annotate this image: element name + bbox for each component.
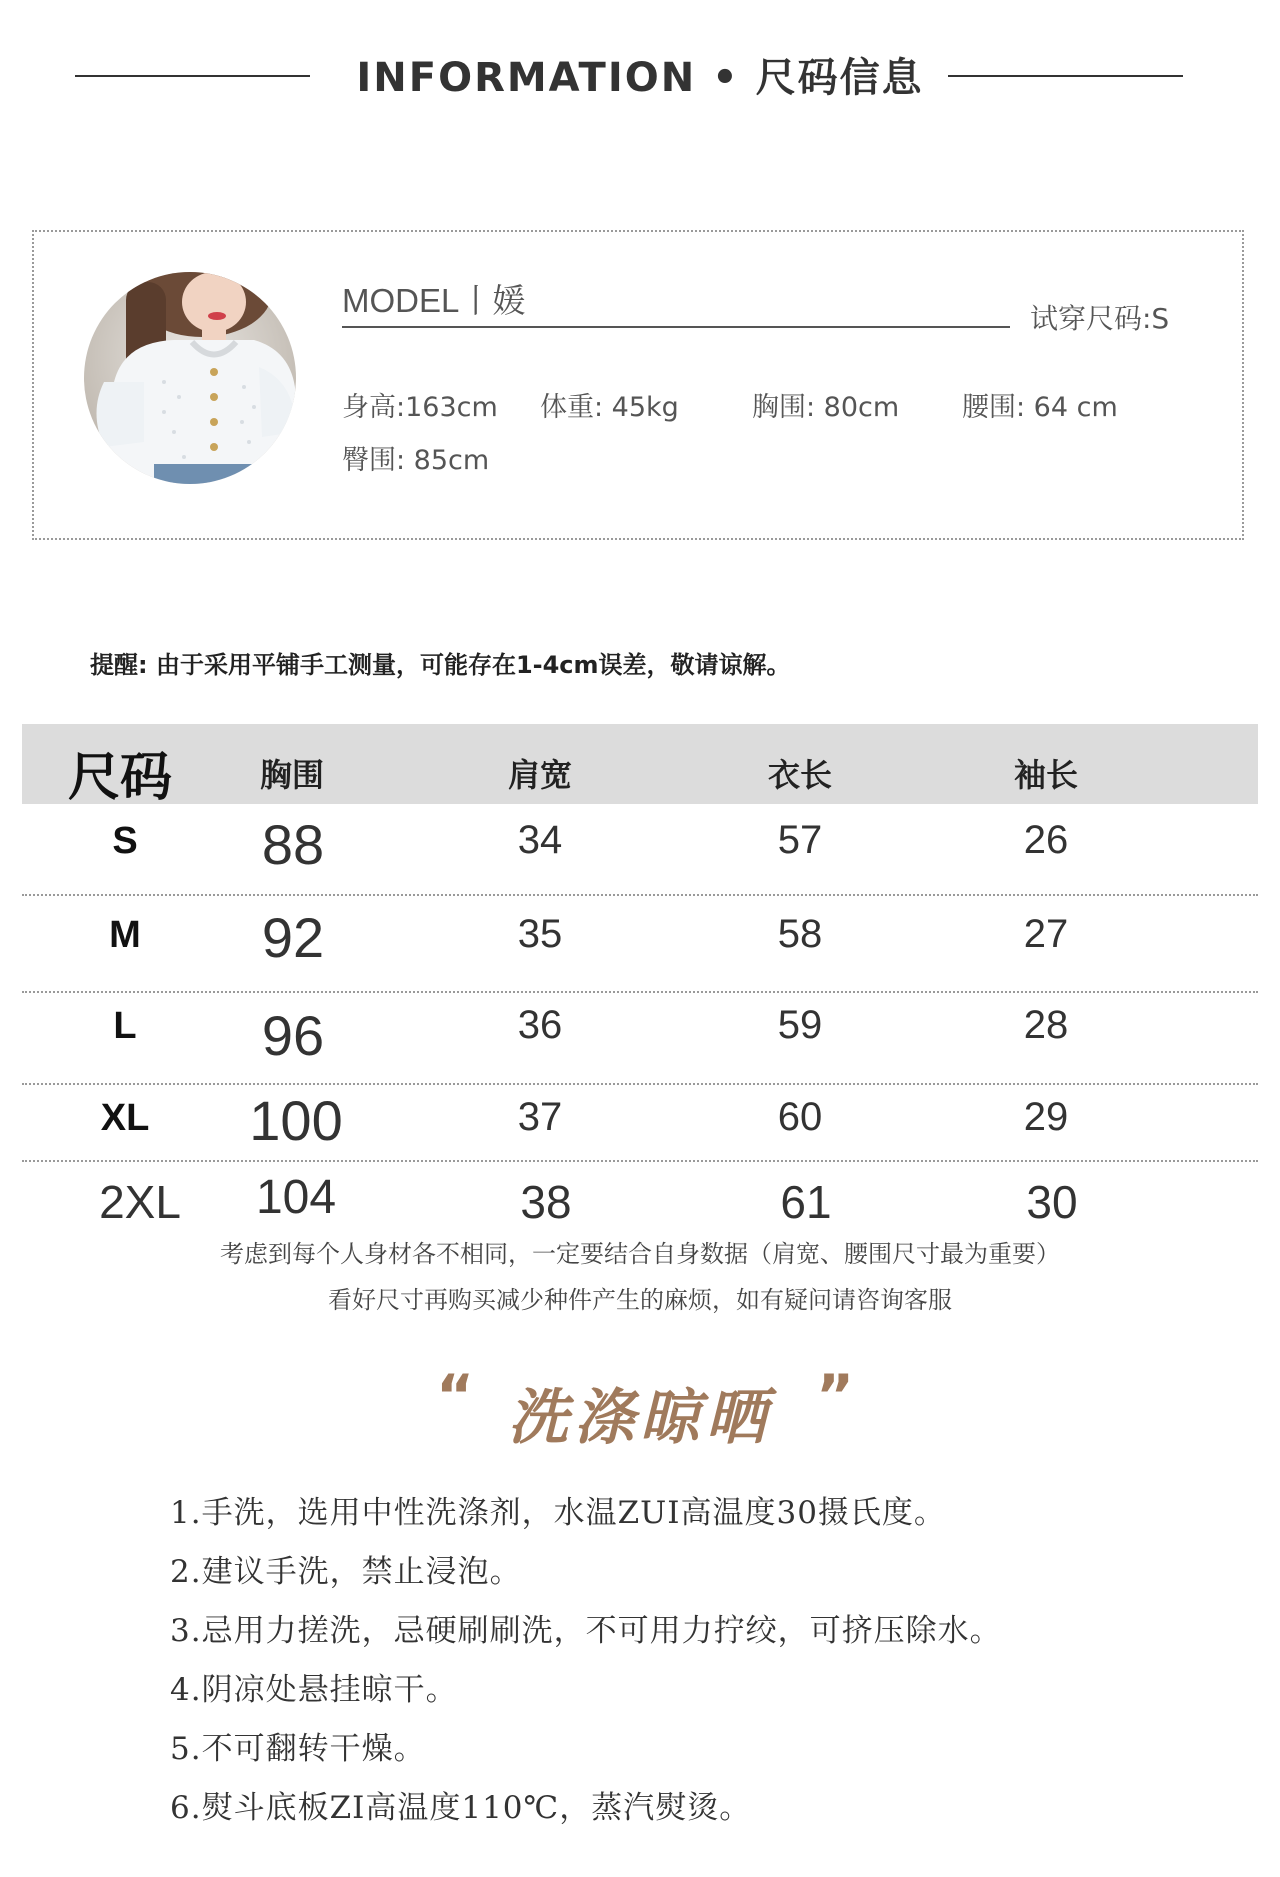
table-cell-chest: 104 xyxy=(255,1171,337,1224)
table-cell-shoulder: 37 xyxy=(517,1095,563,1139)
table-cell-sleeve: 29 xyxy=(1023,1095,1069,1139)
trial-size: 试穿尺码:S xyxy=(1030,302,1170,335)
row-separator xyxy=(22,894,1258,896)
table-cell-length: 58 xyxy=(777,912,823,956)
table-cell-size: XL xyxy=(100,1097,150,1139)
row-separator xyxy=(22,1160,1258,1162)
table-cell-shoulder: 35 xyxy=(517,912,563,956)
table-cell-chest: 96 xyxy=(261,1004,325,1067)
washing-instruction: 4.阴凉处悬挂晾干。 xyxy=(170,1672,458,1708)
size-note: 考虑到每个人身材各不相同，一定要结合自身数据（肩宽、腰围尺寸最为重要） xyxy=(220,1240,1060,1268)
washing-instruction: 5.不可翻转干燥。 xyxy=(170,1731,426,1767)
model-avatar xyxy=(84,272,296,484)
open-quote: “ xyxy=(436,1362,475,1430)
header-length: 衣长 xyxy=(767,756,833,794)
table-cell-shoulder: 34 xyxy=(517,818,563,862)
table-cell-sleeve: 28 xyxy=(1023,1003,1069,1047)
table-cell-size: S xyxy=(112,820,138,862)
model-name-label: MODEL丨媛 xyxy=(342,282,526,319)
header-size: 尺码 xyxy=(68,748,173,808)
washing-instruction: 2.建议手洗，禁止浸泡。 xyxy=(170,1554,522,1590)
table-cell-length: 59 xyxy=(777,1003,823,1047)
washing-instruction: 3.忌用力搓洗，忌硬刷刷洗，不可用力拧绞，可挤压除水。 xyxy=(170,1613,1002,1649)
header-chest: 胸围 xyxy=(259,756,325,794)
table-cell-chest: 88 xyxy=(261,813,325,876)
table-cell-length: 57 xyxy=(777,818,823,862)
washing-instruction: 1.手洗，选用中性洗涤剂，水温ZUI高温度30摄氏度。 xyxy=(170,1495,946,1531)
row-separator xyxy=(22,1083,1258,1085)
model-bust: 胸围: 80cm xyxy=(752,392,900,423)
table-cell-chest: 92 xyxy=(261,906,325,969)
table-cell-chest: 100 xyxy=(249,1089,343,1152)
header-shoulder: 肩宽 xyxy=(507,756,573,794)
washing-instruction: 6.熨斗底板ZI高温度110℃，蒸汽熨烫。 xyxy=(170,1790,752,1826)
table-cell-shoulder: 38 xyxy=(520,1176,572,1228)
measurement-reminder: 提醒: 由于采用平铺手工测量，可能存在1-4cm误差，敬请谅解。 xyxy=(90,651,791,679)
table-cell-size: M xyxy=(109,914,141,956)
table-cell-sleeve: 27 xyxy=(1023,912,1069,956)
model-waist: 腰围: 64 cm xyxy=(962,392,1118,423)
row-separator xyxy=(22,991,1258,993)
table-cell-size: L xyxy=(113,1005,137,1047)
table-cell-sleeve: 30 xyxy=(1026,1176,1078,1228)
close-quote: ” xyxy=(816,1362,855,1430)
table-cell-size: 2XL xyxy=(99,1176,181,1228)
model-underline xyxy=(342,326,1010,328)
washing-title: 洗涤晾晒 xyxy=(508,1383,772,1453)
header-sleeve: 袖长 xyxy=(1013,756,1079,794)
table-cell-shoulder: 36 xyxy=(517,1003,563,1047)
page-title: INFORMATION • 尺码信息 xyxy=(356,55,924,101)
model-height: 身高:163cm xyxy=(342,392,498,423)
table-cell-length: 60 xyxy=(777,1095,823,1139)
model-weight: 体重: 45kg xyxy=(540,392,679,423)
size-note: 看好尺寸再购买减少种件产生的麻烦，如有疑问请咨询客服 xyxy=(328,1286,952,1314)
model-hip: 臀围: 85cm xyxy=(342,445,490,476)
table-cell-length: 61 xyxy=(780,1176,832,1228)
table-cell-sleeve: 26 xyxy=(1023,818,1069,862)
